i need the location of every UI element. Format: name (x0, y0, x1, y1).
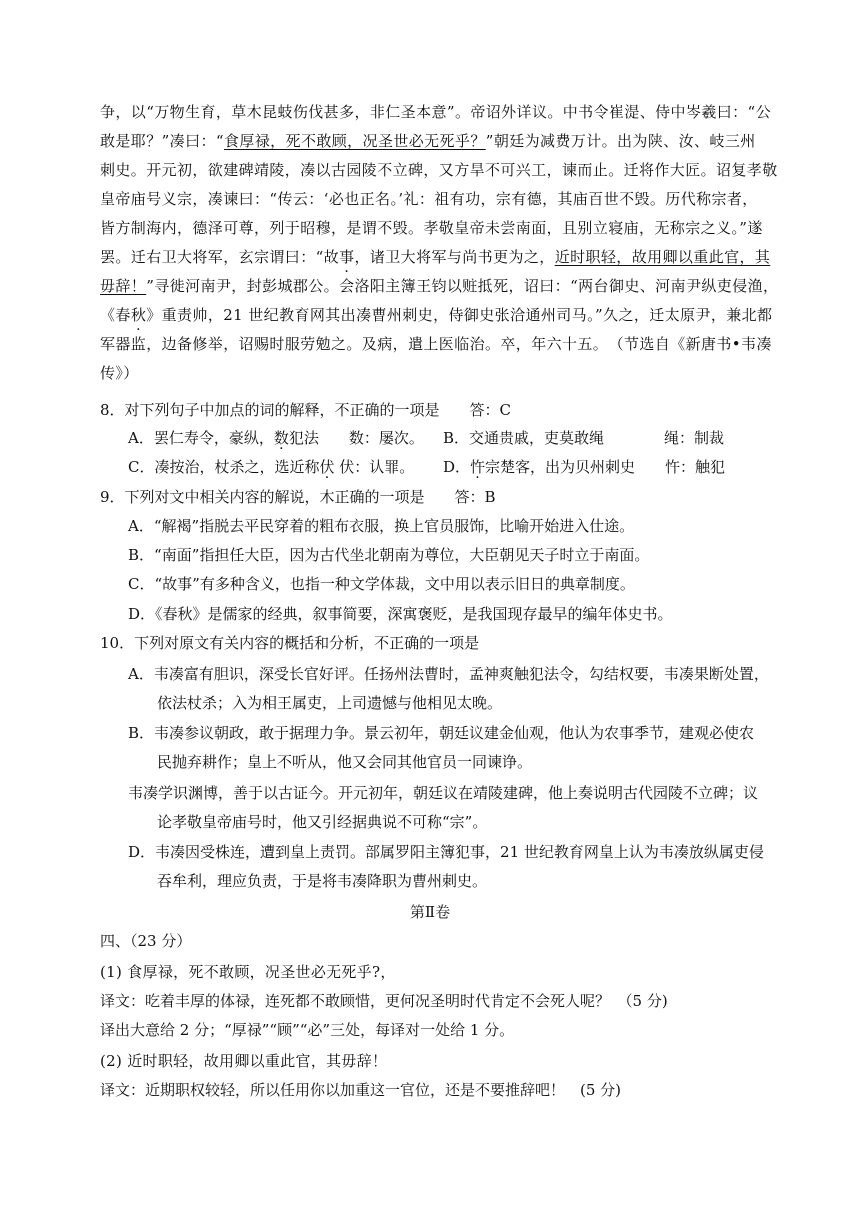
question-9-option-b: B．“南面”指担任大臣，因为古代坐北朝南为尊位，大臣朝见天子时立于南面。 (128, 546, 650, 564)
question-8-option-c: C．凑按治，杖杀之，选近称伏 伏：认罪。 (128, 458, 415, 476)
dotted-char: 忤 (470, 458, 486, 476)
question-10-option-c-cont: 论孝敬皇帝庙号时，他又引经据典说不可称“宗”。 (157, 813, 488, 831)
passage-line: 军器监，边备修举，诏赐时服劳勉之。及病，遣上医临治。卒，年六十五。 （节选自《新唐书•韦凑 (100, 335, 772, 353)
passage-line: 《春秋》重责帅，21 世纪教育网其出凑曹州刺史，侍御史张洽通州司马。”久之，迁太原尹，兼北都 (100, 306, 773, 324)
underlined-sentence-2: 近时职轻，故用卿以重此官，其 (554, 248, 771, 266)
question-8-option-b: B．交通贵戚，吏莫敢绳 绳：制裁 (443, 429, 725, 447)
question-9-option-a: A．“解褐”指脱去平民穿着的粗布衣服，换上官员服饰，比喻开始进入仕途。 (128, 517, 635, 535)
classical-passage (100, 98, 779, 388)
dotted-char: 秋 (130, 306, 147, 324)
question-9-stem: 9．下列对文中相关内容的解说，木正确的一项是 答：B (100, 488, 496, 506)
question-10-option-d-cont: 吞牟利，理应负责，于是将韦凑降职为曹州刺史。 (157, 872, 488, 890)
question-10-option-b: B．韦凑参议朝政，敢于据理力争。景云初年，朝廷议建金仙观，他认为农事季节，建观必使农 (128, 724, 755, 742)
translation-answer-2: 译文：近期职权较轻，所以任用你以加重这一官位，还是不要推辞吧！ (5 分) (100, 1081, 622, 1099)
question-10-option-a: A．韦凑富有胆识，深受长官好评。任扬州法曹时，孟神爽触犯法令，勾结权要，韦凑果断处置， (128, 665, 769, 683)
question-10-stem: 10．下列对原文有关内容的概括和分析，不正确的一项是 (100, 634, 480, 652)
question-8-option-d: D．忤宗楚客，出为贝州刺史 忤：触犯 (443, 458, 726, 476)
dotted-char: 数 (273, 429, 289, 447)
dotted-char: 伏 (319, 458, 335, 476)
translation-sentence-1: (1) 食厚禄，死不敢顾，况圣世必无死乎?， (100, 963, 396, 981)
question-8-option-a: A．罢仁寿令，豪纵，数犯法 数：屡次。 (128, 429, 424, 447)
passage-line: 传》） (100, 364, 139, 382)
scoring-note-1: 译出大意给 2 分；“厚禄”“顾”“必”三处，每译对一处给 1 分。 (100, 1021, 515, 1039)
question-9-option-c: C．“故事”有多种含义，也指一种文学体裁，文中用以表示旧日的典章制度。 (128, 575, 635, 593)
question-10-option-d: D．韦凑因受株连，遭到皇上责罚。部属罗阳主簿犯事，21 世纪教育网皇上认为韦凑放纵属吏侵 (128, 843, 764, 861)
question-8-stem: 8．对下列句子中加点的词的解释，不正确的一项是 答：C (100, 401, 512, 419)
passage-line: 毋辞！”寻徙河南尹，封彭城郡公。会洛阳主簿王钧以赃抵死，诏曰：“两台御史、河南尹纵吏侵渔， (100, 277, 779, 295)
passage-line: 罢。迁右卫大将军，玄宗谓曰：“故事，诸卫大将军与尚书更为之，近时职轻，故用卿以重此官，其 (100, 248, 771, 266)
question-9-option-d: D．《春秋》是儒家的经典，叙事简要，深寓褒贬，是我国现存最早的编年体史书。 (128, 605, 673, 623)
underlined-sentence-2-end: 毋辞！ (100, 277, 147, 295)
question-10-option-c: 韦凑学识渊博，善于以古证今。开元初年，朝廷议在靖陵建碑，他上奏说明古代园陵不立碑；议 (128, 784, 759, 802)
section-title: 第Ⅱ卷 (409, 903, 451, 921)
passage-line: 刺史。开元初，欲建碑靖陵，凑以古园陵不立碑，又方旱不可兴工，谏而止。迁将作大匠。诏复孝敬 (100, 161, 778, 179)
passage-line: 皆方制海内，德泽可尊，列于昭穆，是谓不毁。孝敬皇帝未尝南面，且别立寝庙，无称宗之义。”遂 (100, 219, 763, 237)
translation-sentence-2: (2) 近时职轻，故用卿以重此官，其毋辞！ (100, 1052, 388, 1070)
passage-line: 争，以“万物生育，草木昆蚑伤伐甚多，非仁圣本意”。帝诏外详议。中书令崔湜、侍中岑羲曰：“公 (100, 103, 772, 121)
underlined-sentence-1: 食厚禄，死不敢顾，况圣世必无死乎？ (223, 132, 486, 150)
question-10-option-a-cont: 依法杖杀；入为相王属吏，上司遗憾与他相见太晚。 (157, 694, 503, 712)
passage-line: 敢是耶？”凑曰：“食厚禄，死不敢顾，况圣世必无死乎？”朝廷为减费万计。出为陕、汝、岐三州 (100, 132, 756, 150)
passage-line: 皇帝庙号义宗，凑谏曰：“传云：‘必也正名。’礼：祖有功，宗有德，其庙百世不毁。历代称宗者， (100, 190, 758, 208)
translation-answer-1: 译文：吃着丰厚的体禄，连死都不敢顾惜，更何况圣明时代肯定不会死人呢？ （5 分) (100, 992, 668, 1010)
section-heading: 四、（23 分） (100, 932, 192, 950)
dotted-char: 事 (339, 248, 355, 266)
question-10-option-b-cont: 民抛弃耕作；皇上不听从，他又会同其他官员一同谏诤。 (157, 753, 533, 771)
